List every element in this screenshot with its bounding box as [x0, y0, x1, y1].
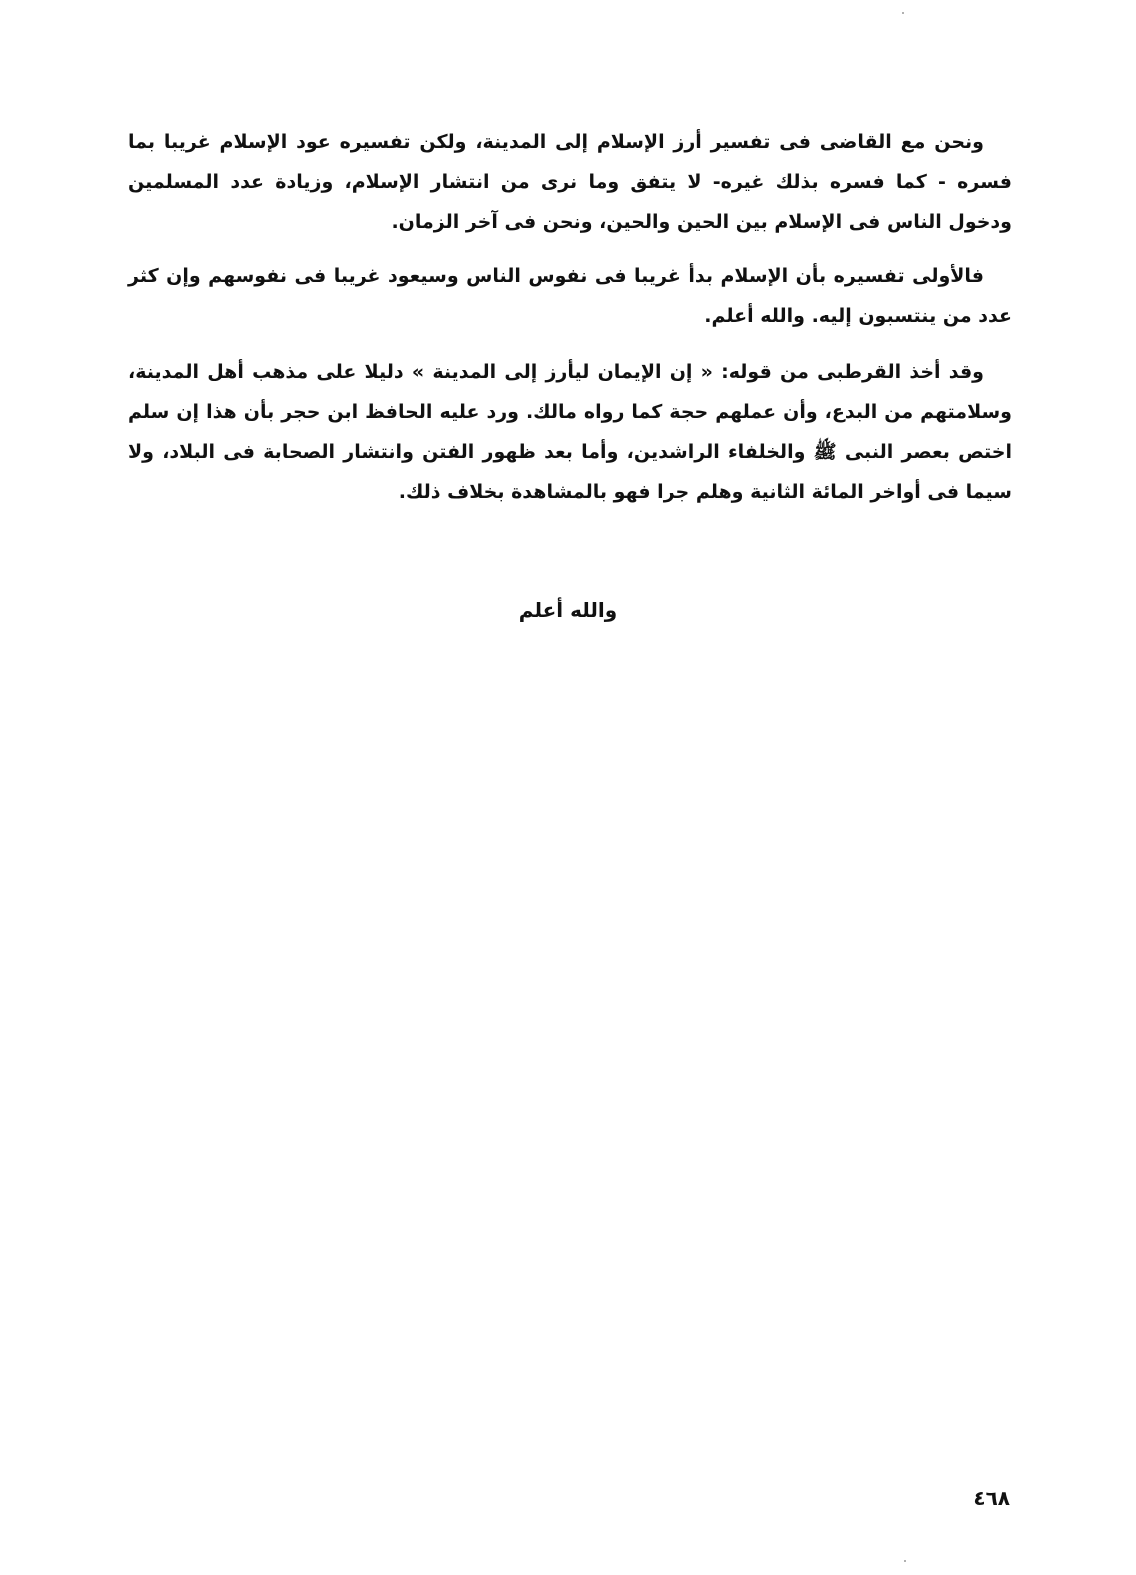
paragraph-2: فالأولى تفسيره بأن الإسلام بدأ غريبا فى نفوس الناس وسيعود غريبا فى نفوسهم وإن كثر عدد من ينتسبون إليه. والله أعلم.: [128, 265, 1012, 327]
closing-phrase: والله أعلم: [518, 598, 618, 622]
scan-speck: [904, 1560, 906, 1562]
page-number: ٤٦٨: [973, 1486, 1010, 1510]
paragraph-3: وقد أخذ القرطبى من قوله: « إن الإيمان ليأرز إلى المدينة » دليلا على مذهب أهل المدينة، وسلامتهم من البدع، وأن عملهم حجة كما رواه مالك. ورد عليه الحافظ ابن حجر بأن هذا إن سلم اختص بعصر النبى ﷺ والخلفاء الراشدين، وأما بعد ظهور الفتن وانتشار الصحابة فى البلاد، ولا سيما فى أواخر المائة الثانية وهلم جرا فهو بالمشاهدة بخلاف ذلك.: [128, 361, 1012, 503]
scan-speck: [902, 12, 904, 14]
paragraph-1: ونحن مع القاضى فى تفسير أرز الإسلام إلى المدينة، ولكن تفسيره عود الإسلام غريبا بما فسره - كما فسره بذلك غيره- لا يتفق وما نرى من انتشار الإسلام، وزيادة عدد المسلمين ودخول الناس فى الإسلام بين الحين والحين، ونحن فى آخر الزمان.: [128, 131, 1012, 233]
